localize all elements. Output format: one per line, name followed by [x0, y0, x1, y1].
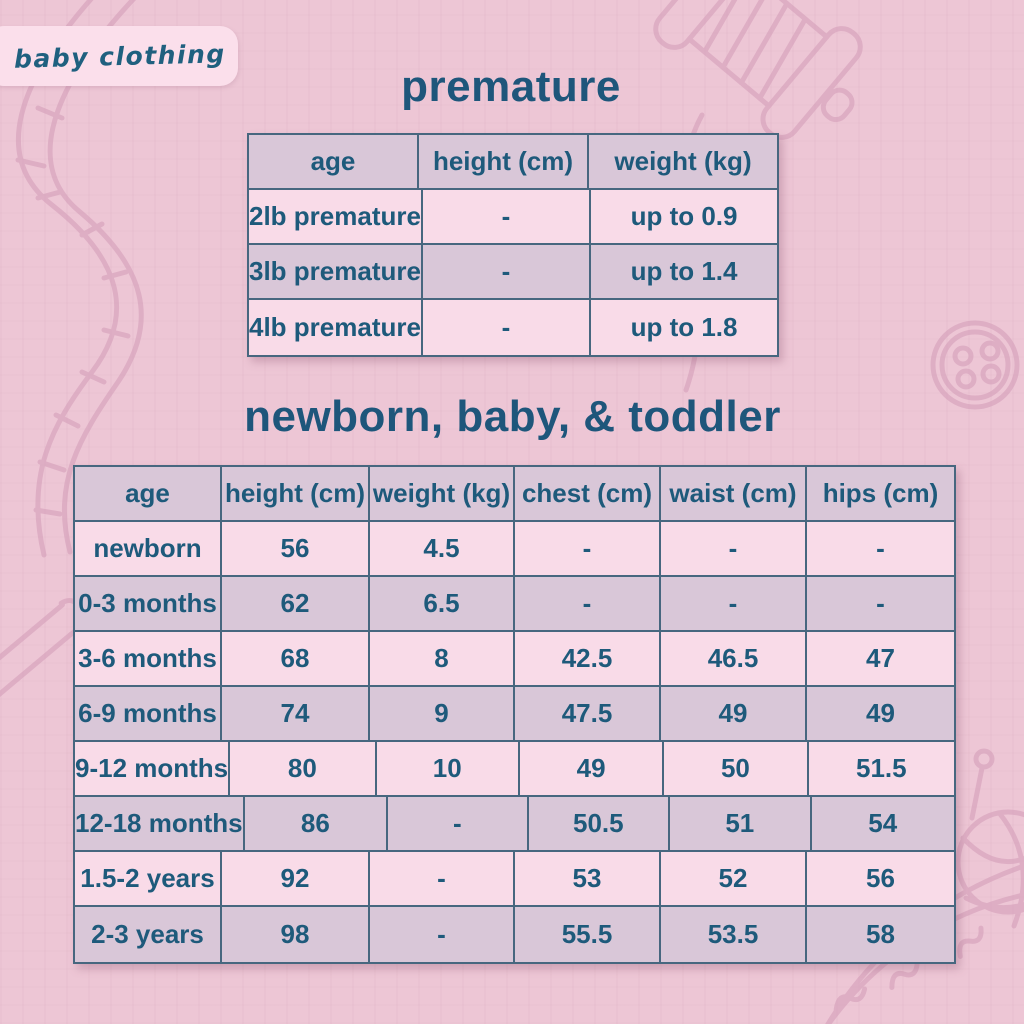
row-label: 1.5-2 years	[75, 852, 222, 905]
column-header: weight (kg)	[370, 467, 515, 520]
table-cell: 6.5	[370, 577, 515, 630]
newborn-baby-toddler-table	[73, 465, 956, 964]
table-cell: up to 0.9	[630, 201, 738, 231]
table-cell: up to 1.8	[630, 312, 738, 342]
table-cell: -	[515, 522, 661, 575]
table-row	[249, 190, 777, 245]
row-label: 12-18 months	[75, 797, 245, 850]
table-row	[75, 907, 954, 962]
table-cell: 49	[866, 698, 895, 728]
table-cell: 42.5	[515, 632, 661, 685]
column-header: chest (cm)	[515, 467, 661, 520]
table-cell: 58	[866, 919, 895, 949]
column-header: age	[249, 135, 419, 188]
table-cell: 86	[245, 797, 388, 850]
premature-title: premature	[401, 62, 621, 111]
row-label: newborn	[75, 522, 222, 575]
row-label: 0-3 months	[75, 577, 222, 630]
table-cell: 92	[222, 852, 370, 905]
table-cell: 80	[230, 742, 376, 795]
table-cell: -	[876, 533, 885, 563]
table-row	[75, 852, 954, 907]
column-header: waist (cm)	[661, 467, 807, 520]
table-cell: -	[423, 190, 591, 243]
column-header: height (cm)	[222, 467, 370, 520]
table-cell: 8	[370, 632, 515, 685]
table-cell: 47	[866, 643, 895, 673]
table-cell: 50.5	[529, 797, 671, 850]
table-cell: 68	[222, 632, 370, 685]
table-cell: -	[423, 245, 591, 298]
table-cell: 4.5	[370, 522, 515, 575]
column-header: hips (cm)	[822, 478, 939, 508]
table-cell: 49	[520, 742, 664, 795]
table-row	[75, 687, 954, 742]
table-cell: 54	[868, 808, 898, 838]
table-cell: -	[515, 577, 661, 630]
table-cell: 98	[222, 907, 370, 962]
column-header: height (cm)	[419, 135, 589, 188]
table-cell: 50	[664, 742, 808, 795]
table-cell: -	[370, 852, 515, 905]
table-row	[75, 797, 954, 852]
table-row	[75, 577, 954, 632]
table-cell: 51	[670, 797, 811, 850]
row-label: 3-6 months	[75, 632, 222, 685]
table-cell: 49	[661, 687, 807, 740]
table-cell: -	[423, 300, 591, 355]
table-row	[249, 245, 777, 300]
table-cell: 52	[661, 852, 807, 905]
table-cell: -	[388, 797, 529, 850]
table-cell: 53	[515, 852, 661, 905]
badge-label: baby clothing	[13, 38, 227, 74]
table-cell: 53.5	[661, 907, 807, 962]
newborn-baby-toddler-title: newborn, baby, & toddler	[244, 392, 781, 441]
table-cell: 56	[222, 522, 370, 575]
column-header: weight (kg)	[614, 146, 752, 176]
baby-clothing-badge	[0, 26, 238, 86]
row-label: 6-9 months	[75, 687, 222, 740]
header-row	[75, 467, 954, 522]
table-cell: 74	[222, 687, 370, 740]
table-row	[249, 300, 777, 355]
table-cell: -	[876, 588, 885, 618]
header-row	[249, 135, 777, 190]
row-label: 9-12 months	[75, 742, 230, 795]
table-cell: 62	[222, 577, 370, 630]
row-label: 4lb premature	[249, 300, 423, 355]
table-cell: 46.5	[661, 632, 807, 685]
table-cell: 9	[370, 687, 515, 740]
row-label: 2-3 years	[75, 907, 222, 962]
table-cell: 51.5	[856, 753, 907, 783]
table-cell: -	[661, 577, 807, 630]
table-cell: -	[661, 522, 807, 575]
table-cell: 10	[377, 742, 520, 795]
table-cell: 55.5	[515, 907, 661, 962]
table-cell: up to 1.4	[630, 256, 738, 286]
table-cell: 47.5	[515, 687, 661, 740]
table-row	[75, 522, 954, 577]
table-row	[75, 742, 954, 797]
column-header: age	[75, 467, 222, 520]
table-cell: 56	[866, 863, 895, 893]
table-row	[75, 632, 954, 687]
table-cell: -	[370, 907, 515, 962]
row-label: 2lb premature	[249, 190, 423, 243]
row-label: 3lb premature	[249, 245, 423, 298]
premature-table	[247, 133, 779, 357]
